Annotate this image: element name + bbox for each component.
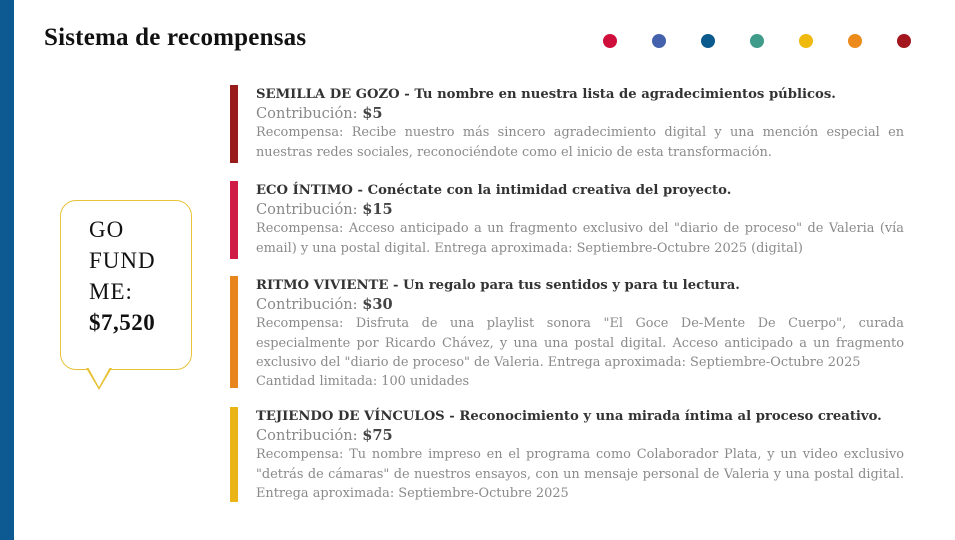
contribution-amount: $75 [362, 427, 393, 445]
tier-content [256, 85, 904, 162]
contribution-label: Contribución: [256, 201, 358, 219]
tier-reward [256, 314, 904, 372]
contribution-label: Contribución: [256, 296, 358, 314]
gofundme-total [89, 214, 189, 338]
tier-color-bar [230, 276, 238, 388]
tier-heading: ECO ÍNTIMO - Conéctate con la intimidad creativa del proyecto. [256, 183, 732, 198]
reward-label: Recompensa: [256, 221, 344, 237]
reward-text: Acceso anticipado a un fragmento exclusivo del "diario de proceso" de Valeria (vía email) y una postal digital. Entrega aproximada: Septiembre-Octubre 2025 (digital) [256, 221, 904, 256]
gofund-amount: $7,520 [89, 310, 156, 335]
gofund-line-3: ME: [89, 279, 133, 304]
reward-label: Recompensa: [256, 316, 344, 332]
contribution-label: Contribución: [256, 427, 358, 445]
tier-contribution [256, 200, 904, 219]
tier-contribution [256, 426, 904, 445]
color-dots [603, 34, 923, 48]
tier-content [256, 181, 904, 258]
tier-content [256, 407, 904, 503]
tier-name: ECO ÍNTIMO [256, 183, 353, 198]
tier-color-bar [230, 181, 238, 259]
decorative-dot [603, 34, 617, 48]
decorative-dot [750, 34, 764, 48]
left-accent-bar [0, 0, 14, 540]
tier-reward [256, 219, 904, 257]
tier-heading: SEMILLA DE GOZO - Tu nombre en nuestra lista de agradecimientos públicos. [256, 87, 836, 102]
contribution-label: Contribución: [256, 105, 358, 123]
tier-reward [256, 123, 904, 161]
tier-name: TEJIENDO DE VÍNCULOS [256, 409, 445, 424]
tier-name: SEMILLA DE GOZO [256, 87, 400, 102]
gofund-line-1: GO [89, 217, 125, 242]
tier-contribution [256, 104, 904, 123]
reward-text: Tu nombre impreso en el programa como Colaborador Plata, y un video exclusivo "detrás de cámaras" de nuestros ensayos, con un mensaje personal de Valeria y una postal digital. Entrega aproximada: Septiembre-Octubre 2025 [256, 447, 904, 501]
tier-tagline: Un regalo para tus sentidos y para tu lectura. [403, 278, 740, 293]
contribution-amount: $15 [362, 201, 393, 219]
tier-tagline: Tu nombre en nuestra lista de agradecimientos públicos. [414, 87, 836, 102]
decorative-dot [799, 34, 813, 48]
decorative-dot [848, 34, 862, 48]
gofund-line-2: FUND [89, 248, 156, 273]
reward-label: Recompensa: [256, 447, 344, 463]
tier-color-bar [230, 407, 238, 502]
tier-note: Cantidad limitada: 100 unidades [256, 374, 470, 390]
decorative-dot [652, 34, 666, 48]
reward-text: Disfruta de una playlist sonora "El Goce De-Mente De Cuerpo", curada especialmente por Ricardo Chávez, y una una postal digital. Acceso anticipado a un fragmento exclusivo del "diario de proceso" de Valeria. Entrega aproximada: Septiembre-Octubre 2025 [256, 316, 904, 370]
contribution-amount: $30 [362, 296, 393, 314]
tier-color-bar [230, 85, 238, 163]
tier-heading: RITMO VIVIENTE - Un regalo para tus sentidos y para tu lectura. [256, 278, 740, 293]
decorative-dot [897, 34, 911, 48]
tier-contribution [256, 295, 904, 314]
tier-heading: TEJIENDO DE VÍNCULOS - Reconocimiento y una mirada íntima al proceso creativo. [256, 409, 882, 424]
reward-label: Recompensa: [256, 125, 344, 141]
tier-content [256, 276, 904, 391]
tier-name: RITMO VIVIENTE [256, 278, 389, 293]
tier-reward [256, 445, 904, 503]
tier-tagline: Reconocimiento y una mirada íntima al proceso creativo. [459, 409, 882, 424]
reward-text: Recibe nuestro más sincero agradecimiento digital y una mención especial en nuestras redes sociales, reconociéndote como el inicio de esta transformación. [256, 125, 904, 160]
page-title: Sistema de recompensas [44, 24, 307, 51]
speech-bubble-tail-fill [88, 367, 110, 387]
tier-tagline: Conéctate con la intimidad creativa del proyecto. [367, 183, 732, 198]
contribution-amount: $5 [362, 105, 383, 123]
decorative-dot [701, 34, 715, 48]
